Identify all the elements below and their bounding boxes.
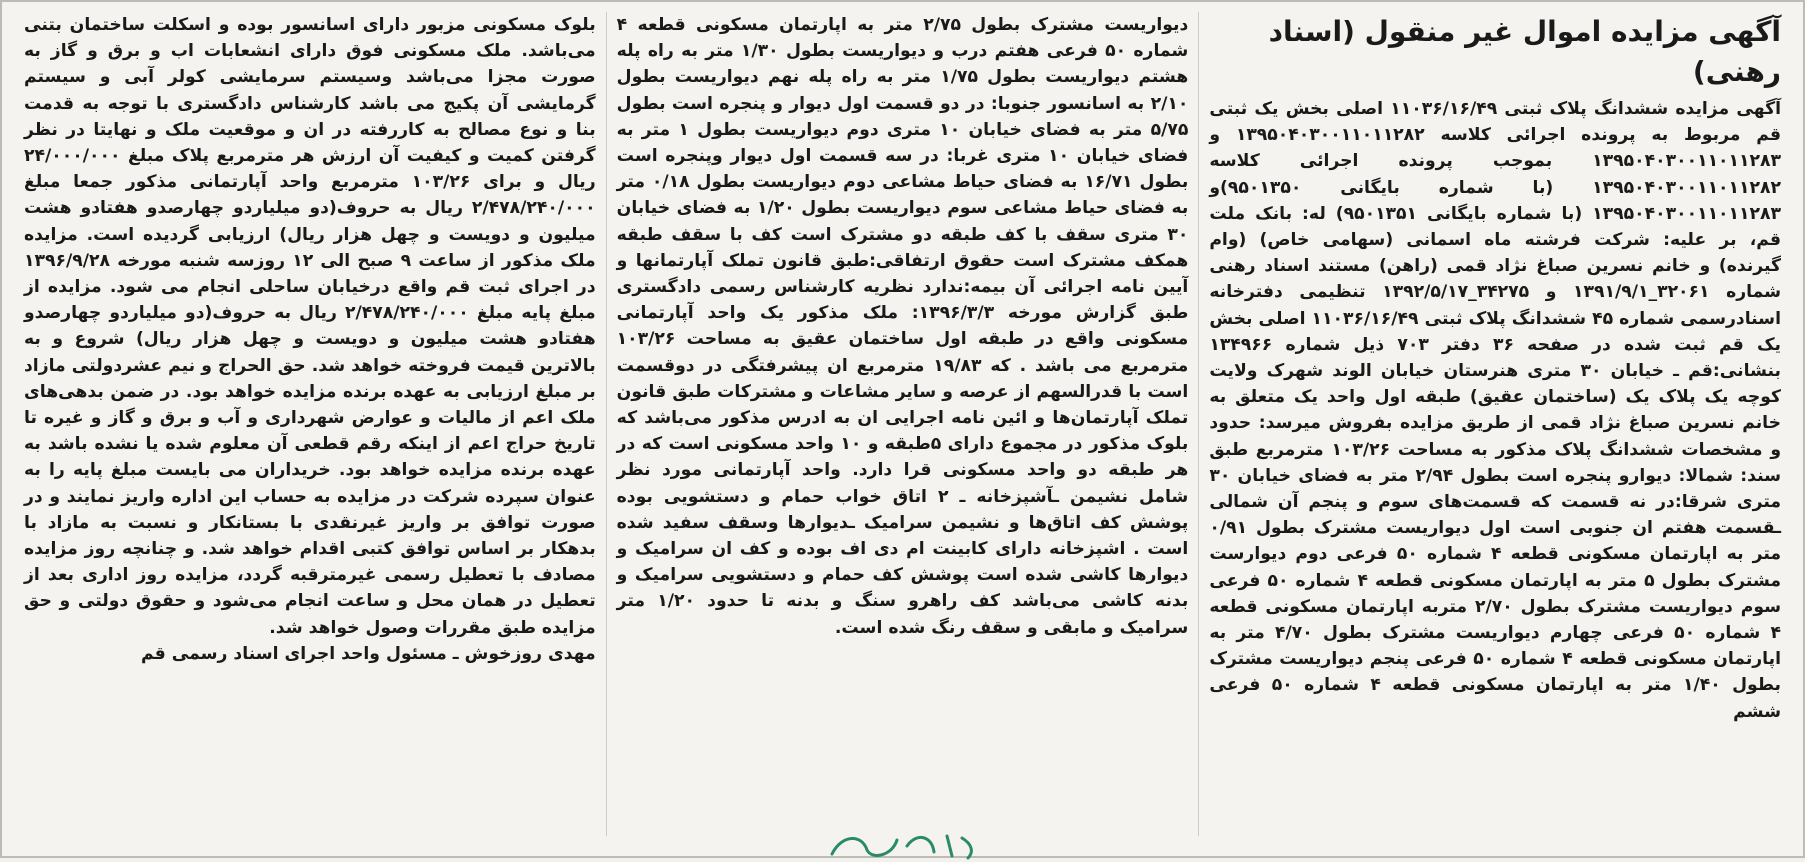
notice-signature: مهدی روزخوش ـ مسئول واحد اجرای اسناد رسمی قم — [141, 643, 596, 664]
notice-columns — [14, 12, 1791, 836]
notice-text-column-3: بلوک مسکونی مزبور دارای اسانسور بوده و اسکلت ساختمان بتنی می‌باشد. ملک مسکونی فوق دارای انشعابات اب و برق و گاز به صورت مجزا می‌باشد وسیستم سرمایشی کولر آبی و سیستم گرمایشی آن پکیج می باشد کارشناس دادگستری با توجه به قدمت بنا و نوع مصالح به کاررفته در ان و موقعیت ملک و نهایتا در نظر گرفتن کمیت و کیفیت آن ارزش هر مترمربع پلاک مبلغ ۲۴/۰۰۰/۰۰۰ ریال و برای ۱۰۳/۲۶ مترمربع واحد آپارتمانی مذکور جمعا مبلغ ۲/۴۷۸/۲۴۰/۰۰۰ ریال به حروف(دو میلیاردو چهارصدو هفتادو هشت میلیون و دویست و چهل هزار ریال) ارزیابی گردیده است. مزایده ملک مذکور از ساعت ۹ صبح الی ۱۲ روزسه شنبه مورخه ۱۳۹۶/۹/۲۸ در اجرای ثبت قم واقع درخیابان ساحلی انجام می شود. مزایده از مبلغ پایه مبلغ ۲/۴۷۸/۲۴۰/۰۰۰ ریال به حروف(دو میلیاردو چهارصدو هفتادو هشت میلیون و دویست و چهل هزار ریال) شروع و به بالاترین قیمت فروخته خواهد شد. حق الحراج و نیم عشردولتی مازاد بر مبلغ ارزیابی به عهده برنده مزایده خواهد بود. در ضمن بدهی‌های ملک اعم از مالیات و عوارض شهرداری و آب و برق و گاز و غیره تا تاریخ حراج اعم از اینکه رقم قطعی آن معلوم شده یا نشده باشد به عهده برنده مزایده خواهد بود. خریداران می بایست مبلغ پایه را به عنوان سپرده شرکت در مزایده به حساب این اداره واریز نمایند و در صورت توافق بر واریز غیرنقدی با بستانکار و نسبت به مازاد با بدهکار بر اساس توافق کتبی اقدام خواهد شد. و چنانچه روز مزایده مصادف با تعطیل رسمی غیرمترقبه گردد، مزایده روز اداری بعد از تعطیل در همان محل و ساعت انجام می‌شود و حقوق دولتی و حق مزایده طبق مقررات وصول خواهد شد. — [23, 15, 596, 638]
notice-column-3 — [14, 12, 607, 836]
notice-text-column-1: آگهی مزایده ششدانگ پلاک ثبتی ۱۱۰۳۶/۱۶/۴۹ اصلی بخش یک ثبتی قم مربوط به پرونده اجرائی کلاسه ۱۳۹۵۰۴۰۳۰۰۱۱۰۱۱۲۸۲ و ۱۳۹۵۰۴۰۳۰۰۱۱۰۱۱۲۸۳ بموجب پرونده اجرائی کلاسه ۱۳۹۵۰۴۰۳۰۰۱۱۰۱۱۲۸۲ (با شماره بایگانی ۹۵۰۱۳۵۰)و ۱۳۹۵۰۴۰۳۰۰۱۱۰۱۱۲۸۳ (با شماره بایگانی ۹۵۰۱۳۵۱) له: بانک ملت قم، بر علیه: شرکت فرشته ماه اسمانی (سهامی خاص) (وام گیرنده) و خانم نسرین صباغ نژاد قمی (راهن) مستند اسناد رهنی شماره ۳۲۰۶۱_۱۳۹۱/۹/۱ و ۳۴۲۷۵_۱۳۹۲/۵/۱۷ تنظیمی دفترخانه اسنادرسمی شماره ۴۵ ششدانگ پلاک ثبتی ۱۱۰۳۶/۱۶/۴۹ اصلی بخش یک قم ثبت شده در صفحه ۳۶ دفتر ۷۰۳ ذیل شماره ۱۳۴۹۶۶ بنشانی:قم ـ خیابان ۳۰ متری هنرستان خیابان الوند شهرک ولایت کوچه یک پلاک یک (ساختمان عقیق) طبقه اول واحد یک متعلق به خانم نسرین صباغ نژاد قمی از طریق مزایده بفروش میرسد: حدود و مشخصات ششدانگ پلاک مذکور به مساحت ۱۰۳/۲۶ مترمربع طبق سند: شمالا: دیوارو پنجره است بطول ۲/۹۴ متر به فضای خیابان ۳۰ متری شرقا:در نه قسمت که قسمت‌های سوم و پنجم آن شمالی ـقسمت هفتم ان جنوبی است اول دیواریست مشترک بطول ۰/۹۱ متر به اپارتمان مسکونی قطعه ۴ شماره ۵۰ فرعی دوم دیوارست مشترک بطول ۵ متر به اپارتمان مسکونی قطعه ۴ شماره ۵۰ فرعی سوم دیواریست مشترک بطول ۲/۷۰ متربه اپارتمان مسکونی قطعه ۴ شماره ۵۰ فرعی چهارم دیواریست مشترک بطول ۴/۷۰ متر به اپارتمان مسکونی قطعه ۴ شماره ۵۰ فرعی پنجم دیواریست مشترک بطول ۱/۴۰ متر به اپارتمان مسکونی قطعه ۴ شماره ۵۰ فرعی ششم — [1209, 99, 1782, 722]
handwritten-mark — [822, 826, 982, 862]
notice-title: آگهی مزایده اموال غیر منقول (اسناد رهنی) — [1268, 15, 1781, 88]
notice-text-column-2: دیواریست مشترک بطول ۲/۷۵ متر به اپارتمان مسکونی قطعه ۴ شماره ۵۰ فرعی هفتم درب و دیواریست بطول ۱/۳۰ متر به راه پله هشتم دیواریست بطول ۱/۷۵ متر به راه پله نهم دیواریست بطول ۲/۱۰ به اسانسور جنوبا: در دو قسمت اول دیوار و پنجره است بطول ۵/۷۵ متر به فضای خیابان ۱۰ متری دوم دیواریست بطول ۱ متر به فضای خیابان ۱۰ متری غربا: در سه قسمت اول دیوار وپنجره است بطول ۱۶/۷۱ به فضای حیاط مشاعی دوم دیواریست بطول ۰/۱۸ متر به فضای حیاط مشاعی سوم دیواریست بطول ۱/۲۰ به فضای خیابان ۳۰ متری سقف با کف طبقه دو مشترک است کف با سقف طبقه همکف مشترک است حقوق ارتفاقی:طبق قانون تملک آپارتمانها و آیین نامه اجرائی آن بیمه:ندارد نظریه کارشناس رسمی دادگستری طبق گزارش مورخه ۱۳۹۶/۳/۳: ملک مذکور یک واحد آپارتمانی مسکونی واقع در طبقه اول ساختمان عقیق به مساحت ۱۰۳/۲۶ مترمربع می باشد . که ۱۹/۸۳ مترمربع ان پیشرفتگی در دوقسمت است با قدرالسهم از عرصه و سایر مشاعات و مشترکات طبق قانون تملک آپارتمان‌ها و ائین نامه اجرایی ان به ادرس مذکور می‌باشد که بلوک مذکور در مجموع دارای ۵طبقه و ۱۰ واحد مسکونی است که در هر طبقه دو واحد مسکونی قرا دارد. واحد آپارتمانی مورد نظر شامل نشیمن ـآشپزخانه ـ ۲ اتاق خواب حمام و دستشویی بوده پوشش کف اتاق‌ها و نشیمن سرامیک ـدیوارها وسقف سفید شده است . اشپزخانه دارای کابینت ام دی اف بوده و کف ان سرامیک و دیوارها کاشی شده است پوشش کف حمام و دستشویی سرامیک و بدنه کاشی می‌باشد کف راهرو سنگ و بدنه تا حدود ۱/۲۰ متر سرامیک و مابقی و سقف رنگ شده است. — [616, 15, 1189, 638]
notice-column-2 — [607, 12, 1200, 836]
notice-column-1 — [1199, 12, 1791, 836]
